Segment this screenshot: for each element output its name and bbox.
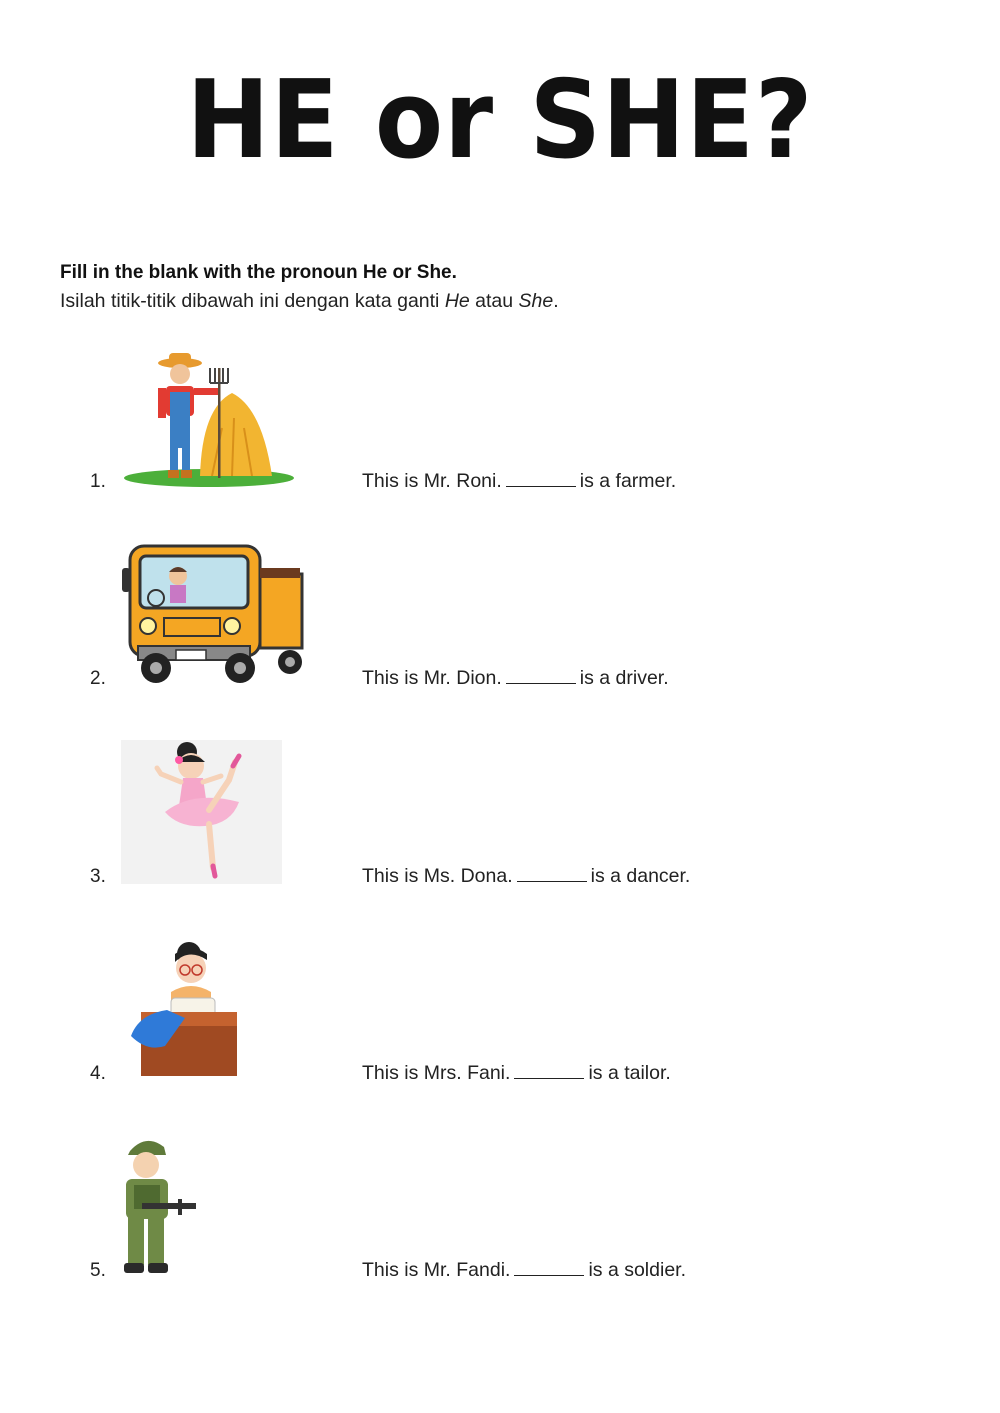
instruction-text: . — [553, 290, 559, 312]
sentence-end: is a driver. — [579, 667, 669, 689]
ballerina-icon — [121, 740, 282, 884]
sentence-end: is a soldier. — [588, 1259, 687, 1281]
item-sentence — [362, 470, 676, 493]
instruction-indonesian — [60, 290, 559, 313]
truck-driver-icon — [120, 542, 305, 688]
farmer-icon — [122, 348, 297, 490]
answer-blank[interactable] — [514, 1062, 584, 1079]
instruction-english: Fill in the blank with the pronoun He or She. — [60, 262, 457, 283]
answer-blank[interactable] — [514, 1259, 584, 1276]
page-title: HE or SHE? — [186, 58, 814, 183]
sentence-start: This is Mrs. Fani. — [362, 1062, 511, 1084]
answer-blank[interactable] — [517, 865, 587, 882]
instruction-text: Isilah titik-titik dibawah ini dengan kata ganti — [60, 290, 445, 312]
answer-blank[interactable] — [506, 470, 576, 487]
instruction-she: She — [518, 290, 554, 312]
soldier-icon — [118, 1133, 198, 1281]
instruction-text: atau — [469, 290, 519, 312]
sentence-start: This is Mr. Roni. — [362, 470, 502, 492]
sentence-start: This is Mr. Fandi. — [362, 1259, 511, 1281]
instruction-he: He — [444, 290, 470, 312]
item-sentence — [362, 667, 669, 690]
sentence-end: is a farmer. — [579, 470, 677, 492]
answer-blank[interactable] — [506, 667, 576, 684]
item-number: 5. — [90, 1260, 106, 1281]
sentence-start: This is Mr. Dion. — [362, 667, 502, 689]
sentence-end: is a tailor. — [588, 1062, 671, 1084]
item-number: 1. — [90, 471, 106, 492]
item-number: 3. — [90, 866, 106, 887]
sentence-start: This is Ms. Dona. — [362, 865, 513, 887]
sentence-end: is a dancer. — [590, 865, 691, 887]
item-sentence — [362, 1062, 671, 1085]
item-sentence — [362, 865, 690, 888]
tailor-icon — [127, 940, 239, 1076]
item-number: 4. — [90, 1063, 106, 1084]
item-number: 2. — [90, 668, 106, 689]
item-sentence — [362, 1259, 686, 1282]
